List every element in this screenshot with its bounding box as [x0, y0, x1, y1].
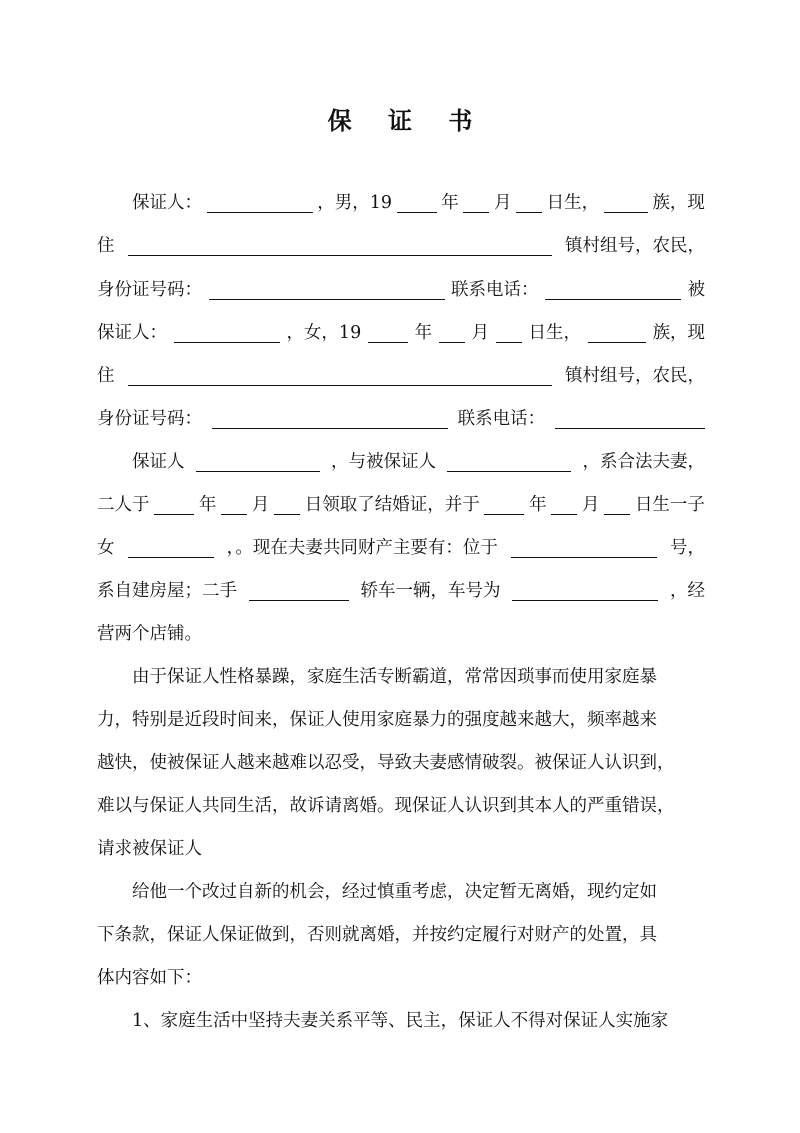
- text-line: [97, 619, 705, 649]
- text-segment: 身份证号码：: [97, 280, 202, 300]
- text-segment: ，系合法夫妻，: [582, 452, 705, 472]
- text-segment: 被: [687, 280, 705, 300]
- blank-ethnicity: [604, 212, 648, 213]
- blank-guarantor-name: [207, 212, 313, 213]
- text-segment: 请求被保证人: [97, 839, 202, 859]
- blank-phone: [555, 428, 705, 429]
- blank-ethnicity: [588, 342, 646, 343]
- text-segment: 保证人：: [132, 193, 202, 213]
- text-segment: 难以与保证人共同生活，故诉请离婚。现保证人认识到其本人的严重错误，: [97, 796, 675, 816]
- text-segment: 年: [198, 495, 217, 515]
- text-line: [97, 361, 705, 391]
- text-segment: 下条款，保证人保证做到，否则就离婚，并按约定履行对财产的处置，具: [97, 925, 657, 945]
- text-segment: 镇村组号，农民，: [565, 236, 705, 256]
- blank-child-birth-year: [484, 514, 524, 515]
- text-line: [97, 963, 705, 993]
- text-segment: 日领取了结婚证，并于: [304, 495, 480, 515]
- text-line: [97, 705, 705, 735]
- blank-property-location: [511, 557, 657, 558]
- text-segment: 月: [251, 495, 270, 515]
- text-segment: 日生，: [528, 323, 582, 343]
- document-title: 保 证 书: [327, 106, 487, 135]
- text-segment: 住: [97, 366, 115, 386]
- text-segment: 族，现: [652, 193, 705, 213]
- text-segment: 体内容如下：: [97, 968, 202, 988]
- blank-guaranteed-name: [174, 342, 280, 343]
- blank-child-name: [128, 557, 214, 558]
- text-line: [97, 791, 705, 821]
- blank-birth-day: [516, 212, 542, 213]
- blank-id-number: [212, 428, 448, 429]
- blank-birth-day: [496, 342, 522, 343]
- text-segment: ，经: [670, 581, 705, 601]
- text-segment: 年: [414, 323, 433, 343]
- text-line: [97, 231, 705, 261]
- blank-guaranteed-name: [447, 471, 571, 472]
- text-line: [97, 748, 705, 778]
- text-segment: 联系电话：: [451, 280, 539, 300]
- text-line: [97, 275, 705, 305]
- text-segment: 号，: [670, 538, 705, 558]
- text-segment: 营两个店铺。: [97, 624, 202, 644]
- text-segment: ，女，19: [286, 323, 362, 343]
- text-segment: 年: [529, 495, 547, 515]
- text-segment: 年: [441, 193, 459, 213]
- text-segment: 女: [97, 538, 115, 558]
- blank-id-number: [209, 299, 445, 300]
- text-segment: 族，现: [652, 323, 705, 343]
- blank-child-birth-day: [604, 514, 630, 515]
- text-segment: 住: [97, 236, 115, 256]
- text-line: [97, 318, 705, 348]
- text-segment: 轿车一辆，车号为: [360, 581, 501, 601]
- text-line: [132, 188, 705, 218]
- text-line: [97, 533, 705, 563]
- blank-marriage-month: [221, 514, 247, 515]
- blank-address: [128, 255, 552, 256]
- blank-birth-month: [439, 342, 465, 343]
- blank-guarantor-name: [196, 471, 320, 472]
- blank-birth-year: [397, 212, 437, 213]
- text-segment: ，。现在夫妻共同财产主要有：位于: [226, 538, 498, 558]
- text-line: [132, 447, 705, 477]
- text-segment: 日生一子: [634, 495, 705, 515]
- text-line: [132, 1006, 705, 1036]
- blank-car-brand: [249, 600, 349, 601]
- text-segment: 保证人：: [97, 323, 167, 343]
- text-segment: 身份证号码：: [97, 409, 202, 429]
- text-line: [97, 490, 705, 520]
- text-segment: ，与被保证人: [331, 452, 436, 472]
- text-line: [132, 877, 705, 907]
- text-segment: 力，特别是近段时间来，保证人使用家庭暴力的强度越来越大，频率越来: [97, 710, 657, 730]
- blank-birth-month: [463, 212, 489, 213]
- text-segment: 1、家庭生活中坚持夫妻关系平等、民主，保证人不得对保证人实施家: [132, 1011, 669, 1031]
- text-segment: 越快，使被保证人越来越难以忍受，导致夫妻感情破裂。被保证人认识到，: [97, 753, 675, 773]
- blank-birth-year: [368, 342, 408, 343]
- blank-child-birth-month: [551, 514, 577, 515]
- blank-marriage-year: [154, 514, 194, 515]
- text-line: [97, 834, 705, 864]
- text-segment: 月: [582, 495, 600, 515]
- text-segment: 联系电话：: [457, 409, 546, 429]
- text-segment: 月: [471, 323, 490, 343]
- blank-phone: [545, 299, 681, 300]
- text-segment: 日生，: [546, 193, 600, 213]
- text-segment: 二人于: [97, 495, 150, 515]
- text-segment: 给他一个改过自新的机会，经过慎重考虑，决定暂无离婚，现约定如: [132, 882, 657, 902]
- blank-address: [128, 385, 552, 386]
- text-segment: 系自建房屋；二手: [97, 581, 237, 601]
- text-segment: 由于保证人性格暴躁，家庭生活专断霸道，常常因琐事而使用家庭暴: [132, 667, 657, 687]
- blank-marriage-day: [274, 514, 300, 515]
- text-segment: 保证人: [132, 452, 185, 472]
- text-segment: 月: [493, 193, 512, 213]
- text-line: [97, 920, 705, 950]
- text-line: [97, 404, 705, 434]
- blank-plate-number: [512, 600, 658, 601]
- text-line: [132, 662, 705, 692]
- text-line: [97, 576, 705, 606]
- text-segment: ，男，19: [317, 193, 392, 213]
- text-segment: 镇村组号，农民，: [565, 366, 705, 386]
